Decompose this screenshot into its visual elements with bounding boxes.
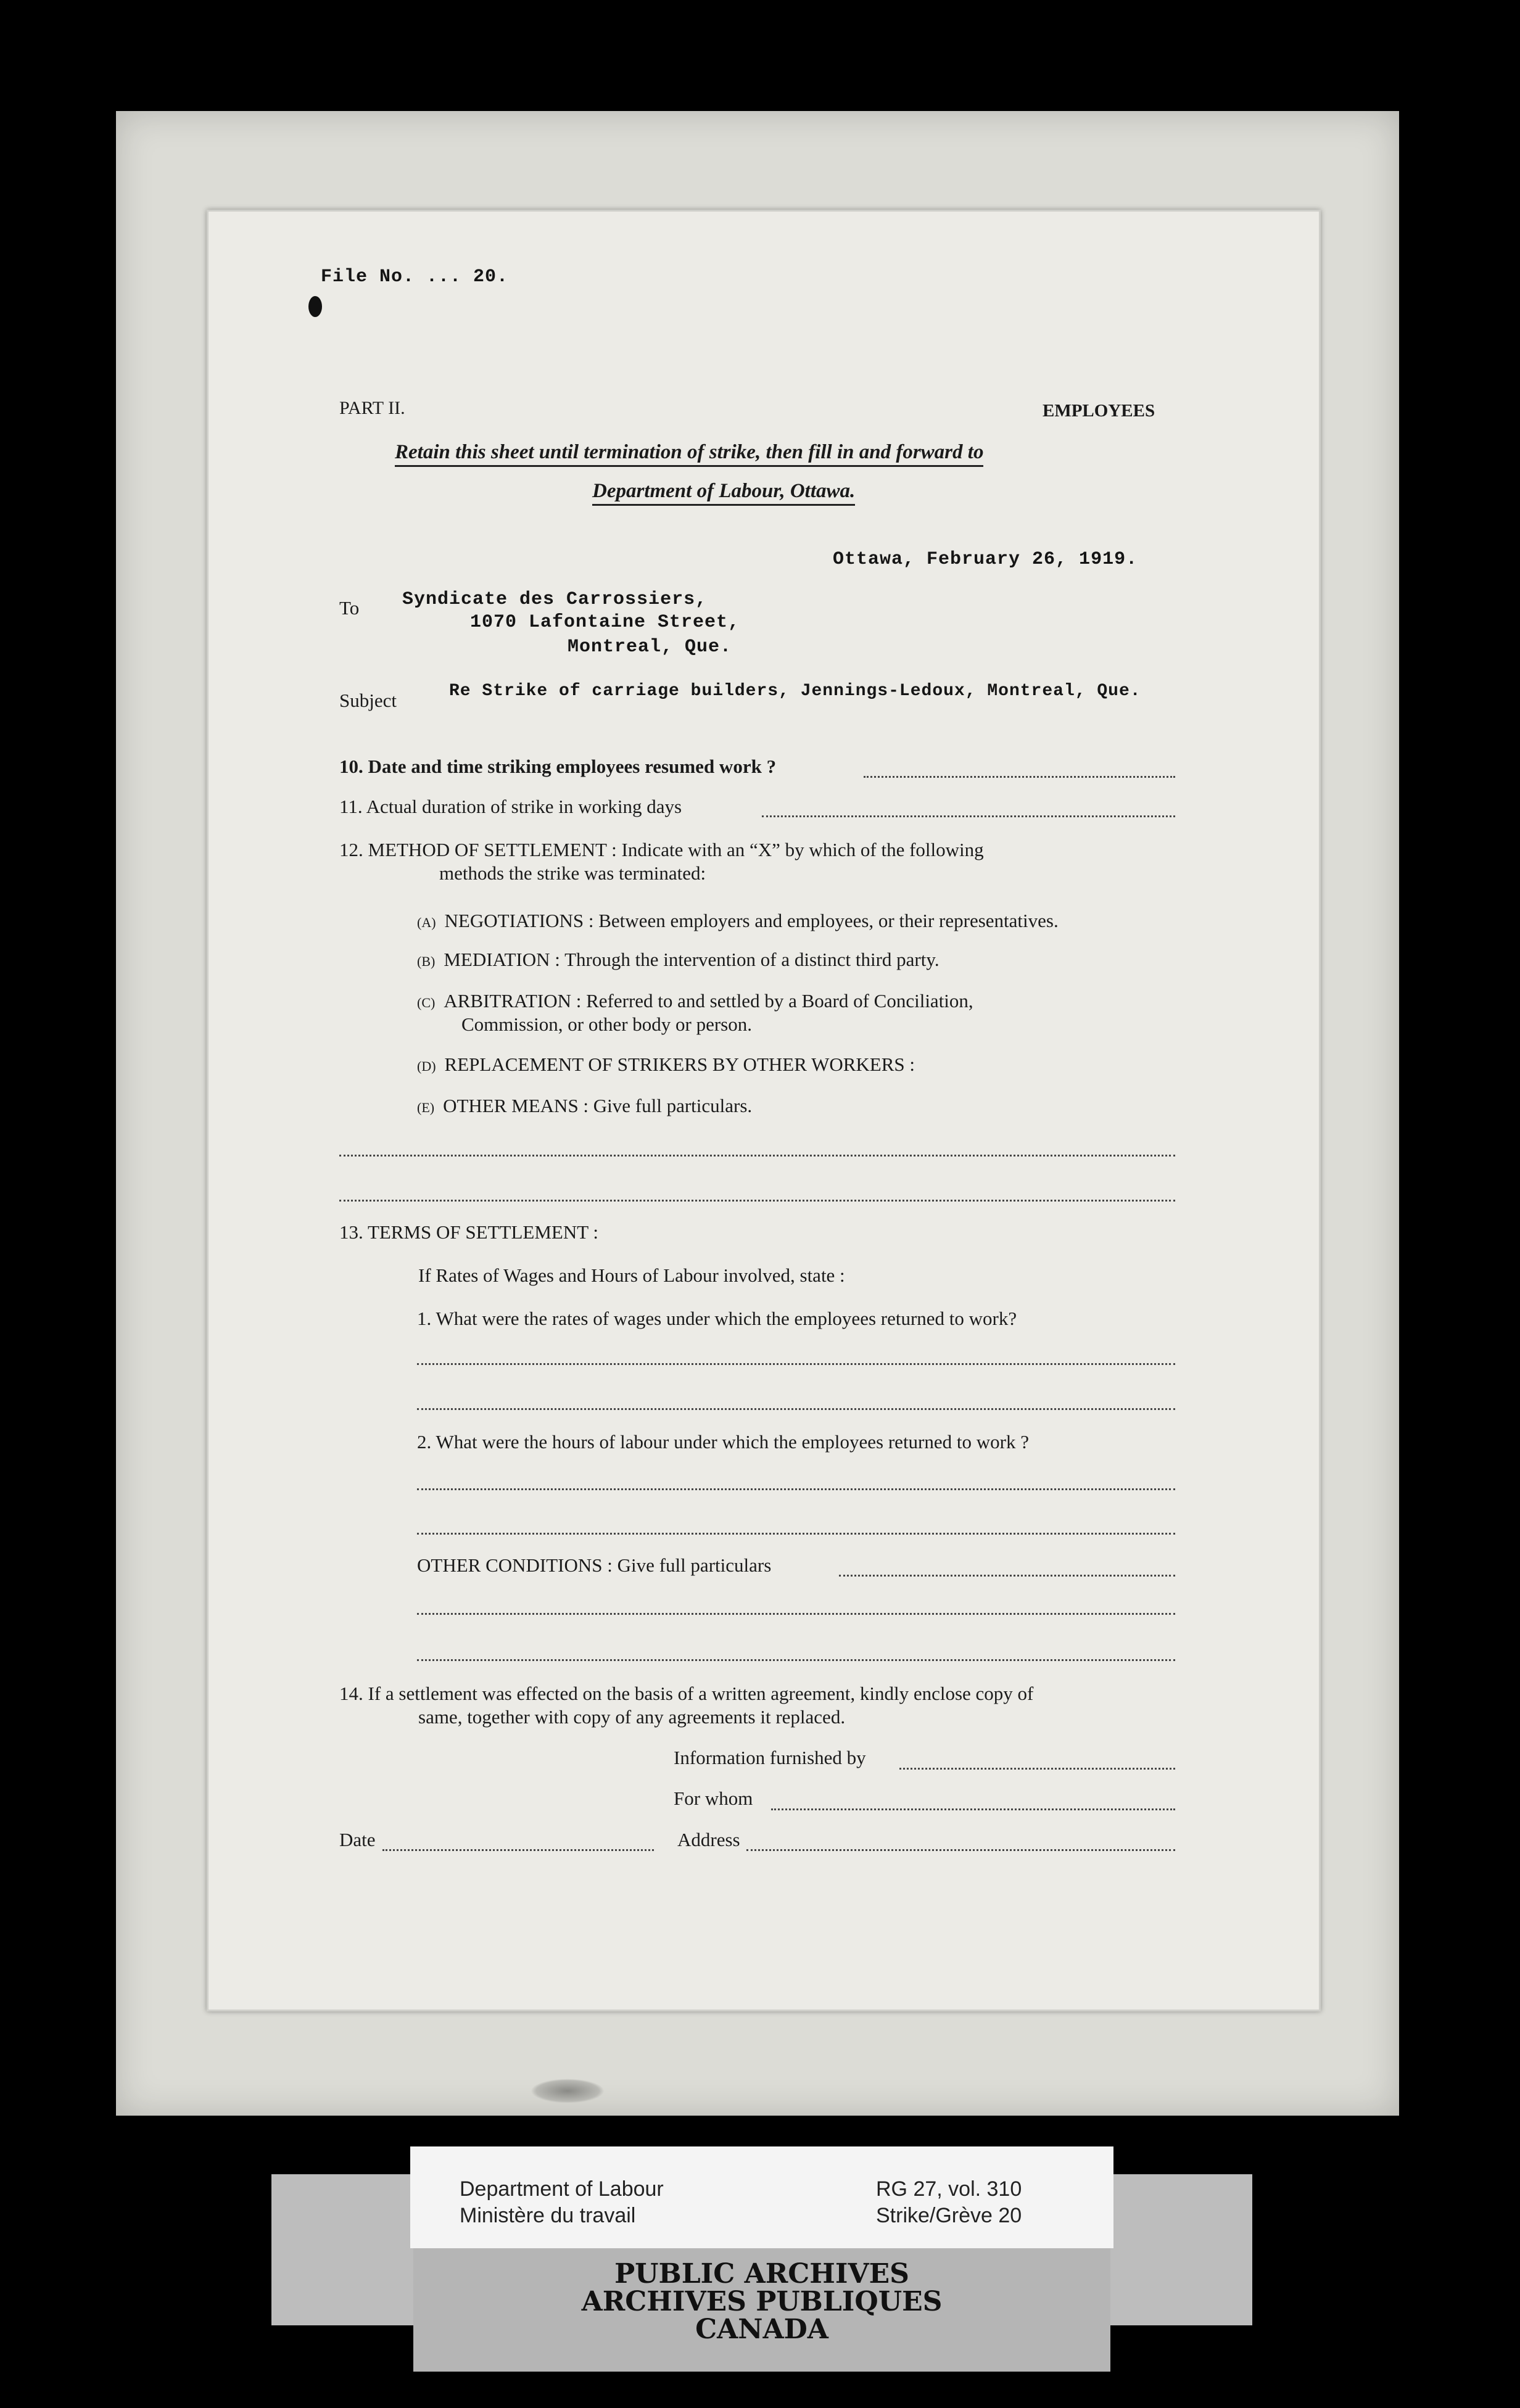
option-a-text: NEGOTIATIONS : Between employers and employees, or their representatives. — [444, 910, 1059, 931]
other-means-line-2 — [339, 1200, 1175, 1202]
question-13-1: 1. What were the rates of wages under which the employees returned to work? — [417, 1308, 1017, 1329]
question-13-intro: If Rates of Wages and Hours of Labour involved, state : — [418, 1264, 845, 1286]
addressee-line-1: Syndicate des Carrossiers, — [402, 589, 708, 610]
question-13-2: 2. What were the hours of labour under which the employees returned to work ? — [417, 1431, 1029, 1453]
smudge-mark — [531, 2079, 605, 2103]
option-c-cont: Commission, or other body or person. — [461, 1013, 752, 1035]
subject-text: Re Strike of carriage builders, Jennings-Ledoux, Montreal, Que. — [449, 682, 1141, 701]
addressee-line-2: 1070 Lafontaine Street, — [470, 612, 740, 633]
wages-line-1 — [417, 1363, 1175, 1365]
option-b-tag: (B) — [417, 954, 436, 969]
label-ref-vol: RG 27, vol. 310 — [876, 2177, 1022, 2201]
option-c — [417, 990, 973, 1012]
question-14: 14. If a settlement was effected on the basis of a written agreement, kindly enclose copy of — [339, 1683, 1034, 1704]
question-14-cont: same, together with copy of any agreements it replaced. — [418, 1706, 846, 1728]
other-conditions-line-1 — [417, 1613, 1175, 1615]
question-13: 13. TERMS OF SETTLEMENT : — [339, 1221, 598, 1243]
option-d-text: REPLACEMENT OF STRIKERS BY OTHER WORKERS : — [444, 1054, 915, 1075]
to-label: To — [339, 597, 360, 619]
instruction-line-1: Retain this sheet until termination of strike, then fill in and forward to — [395, 441, 983, 467]
option-e — [417, 1095, 752, 1117]
other-conditions: OTHER CONDITIONS : Give full particulars — [417, 1554, 772, 1576]
other-conditions-line-2 — [417, 1659, 1175, 1661]
info-furnished-label: Information furnished by — [674, 1747, 866, 1768]
archive-stamp-line-2: ARCHIVES PUBLIQUES — [581, 2286, 943, 2317]
archive-stamp-line-3: CANADA — [695, 2314, 828, 2345]
option-a-tag: (A) — [417, 915, 436, 930]
file-number: File No. ... 20. — [321, 266, 509, 287]
option-b — [417, 949, 940, 971]
option-d — [417, 1054, 915, 1076]
question-10: 10. Date and time striking employees resumed work ? — [339, 756, 777, 777]
subject-label: Subject — [339, 690, 397, 711]
label-ref-strike: Strike/Grève 20 — [876, 2204, 1022, 2227]
date-label: Date — [339, 1829, 376, 1850]
label-dept-en: Department of Labour — [460, 2177, 664, 2201]
answer-line-10 — [864, 776, 1175, 778]
question-11: 11. Actual duration of strike in working days — [339, 796, 682, 817]
question-12-cont: methods the strike was terminated: — [439, 862, 706, 884]
for-whom-label: For whom — [674, 1787, 753, 1809]
wages-line-2 — [417, 1408, 1175, 1410]
option-e-text: OTHER MEANS : Give full particulars. — [443, 1095, 753, 1116]
letter-date: Ottawa, February 26, 1919. — [833, 549, 1138, 570]
addressee-line-3: Montreal, Que. — [568, 637, 732, 658]
option-c-text: ARBITRATION : Referred to and settled by a Board of Conciliation, — [444, 990, 973, 1012]
punch-hole — [308, 296, 322, 317]
answer-line-11 — [762, 815, 1175, 817]
option-e-tag: (E) — [417, 1100, 435, 1115]
archive-stamp-line-1: PUBLIC ARCHIVES — [614, 2258, 909, 2290]
for-whom-line — [771, 1808, 1175, 1810]
employees-heading: EMPLOYEES — [1043, 401, 1155, 421]
info-furnished-line — [899, 1768, 1175, 1770]
option-a — [417, 910, 1059, 932]
question-12: 12. METHOD OF SETTLEMENT : Indicate with an “X” by which of the following — [339, 839, 984, 860]
option-b-text: MEDIATION : Through the intervention of a distinct third party. — [444, 949, 940, 970]
hours-line-1 — [417, 1488, 1175, 1490]
hours-line-2 — [417, 1533, 1175, 1535]
address-line — [746, 1849, 1175, 1851]
date-line — [382, 1849, 654, 1851]
other-conditions-line-0 — [839, 1575, 1175, 1577]
address-label: Address — [677, 1829, 740, 1850]
other-means-line-1 — [339, 1155, 1175, 1157]
option-c-tag: (C) — [417, 995, 436, 1010]
label-dept-fr: Ministère du travail — [460, 2204, 636, 2227]
instruction-line-2: Department of Labour, Ottawa. — [592, 480, 855, 506]
option-d-tag: (D) — [417, 1058, 436, 1074]
part-label: PART II. — [339, 398, 405, 418]
